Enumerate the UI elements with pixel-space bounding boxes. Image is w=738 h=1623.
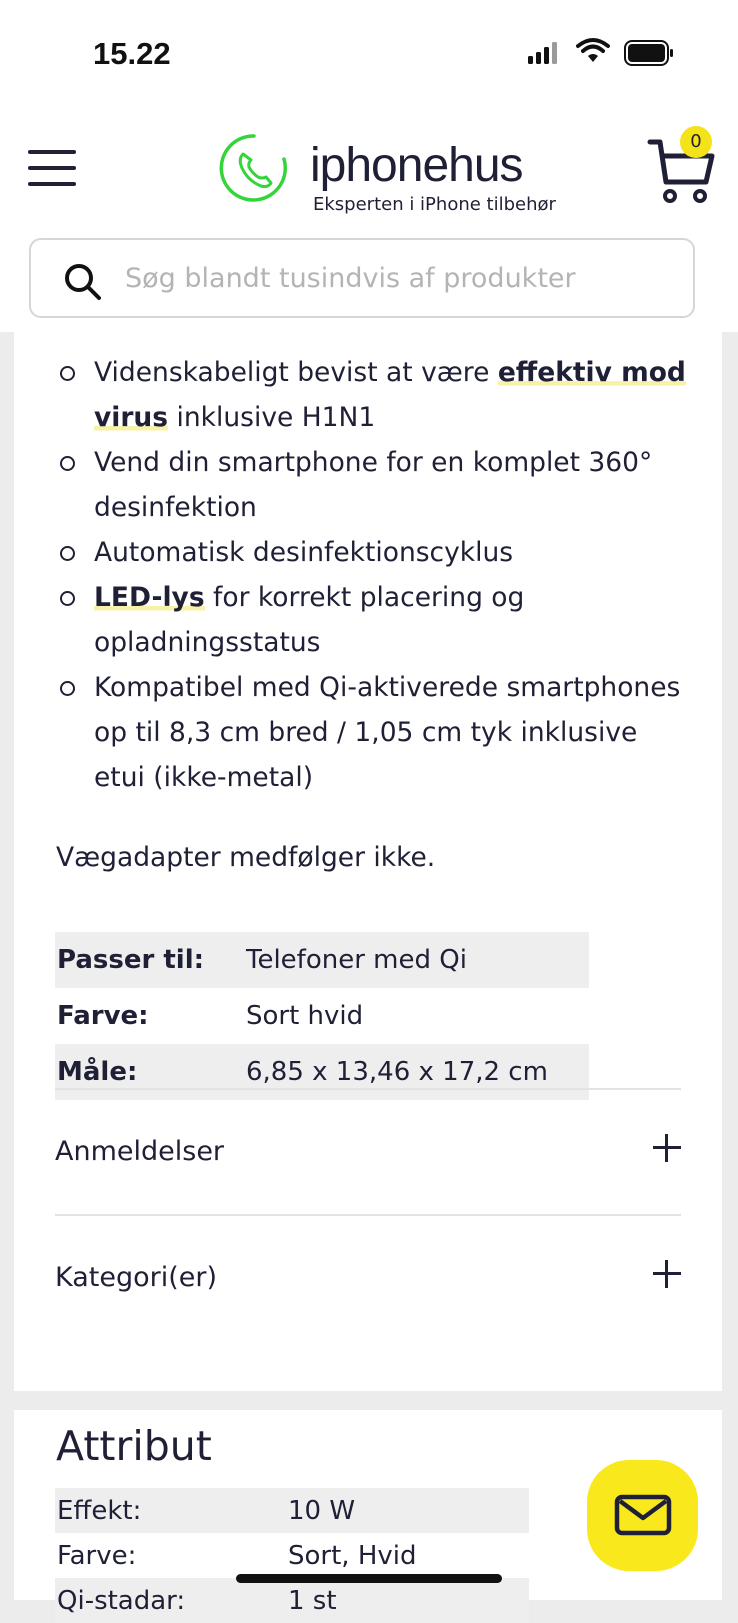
- plus-icon[interactable]: [653, 1260, 681, 1288]
- list-item: LED-lys for korrekt placering og opladningsstatus: [14, 575, 722, 665]
- attributes-title: Attribut: [56, 1422, 212, 1470]
- table-row: Farve: Sort hvid: [57, 1001, 364, 1031]
- site-header: [0, 110, 738, 332]
- contact-button[interactable]: [587, 1460, 698, 1571]
- product-description: [14, 332, 722, 1391]
- status-time: 15.22: [93, 36, 171, 71]
- list-item: Vend din smartphone for en komplet 360° desinfektion: [14, 440, 722, 530]
- table-row: Passer til: Telefoner med Qi: [55, 932, 589, 988]
- mail-icon: [614, 1494, 672, 1536]
- home-indicator[interactable]: [236, 1574, 502, 1583]
- hamburger-icon: [28, 150, 76, 154]
- search-icon[interactable]: [63, 262, 103, 302]
- accordion-categories[interactable]: Kategori(er): [55, 1214, 681, 1340]
- list-item: Kompatibel med Qi-aktiverede smartphones op til 8,3 cm bred / 1,05 cm tyk inklusive etui (ikke-metal): [14, 665, 722, 800]
- cart-count-badge: 0: [680, 126, 712, 158]
- table-row: Måle: 6,85 x 13,46 x 17,2 cm: [55, 1044, 589, 1100]
- plus-icon[interactable]: [653, 1134, 681, 1162]
- battery-icon: [624, 40, 674, 66]
- highlight-link[interactable]: effektiv mod virus: [94, 357, 686, 433]
- table-row: Farve: Sort, Hvid: [57, 1540, 417, 1571]
- feature-list: [14, 350, 722, 800]
- table-row: Qi-stadar: 1 st: [55, 1578, 529, 1623]
- status-bar: [0, 0, 738, 110]
- list-item: Automatisk desinfektionscyklus: [14, 530, 722, 575]
- table-row: Effekt: 10 W: [55, 1488, 529, 1533]
- search-input[interactable]: [125, 258, 665, 298]
- list-item: Videnskabeligt bevist at være effektiv mod virus inklusive H1N1: [14, 350, 722, 440]
- wifi-icon: [577, 40, 609, 64]
- adapter-note: Vægadapter medfølger ikke.: [56, 842, 436, 873]
- spec-table: [55, 932, 589, 1100]
- cellular-signal-icon: [528, 42, 558, 64]
- menu-button[interactable]: [28, 150, 76, 188]
- accordion-reviews[interactable]: Anmeldelser: [55, 1088, 681, 1214]
- brand-tagline: Eksperten i iPhone tilbehør: [313, 194, 556, 215]
- logo-phone-icon: [218, 132, 290, 204]
- search-bar: [29, 238, 695, 318]
- highlight-link[interactable]: LED-lys: [94, 582, 205, 613]
- attributes-table: [55, 1488, 529, 1623]
- brand-name[interactable]: iphonehus: [310, 139, 523, 192]
